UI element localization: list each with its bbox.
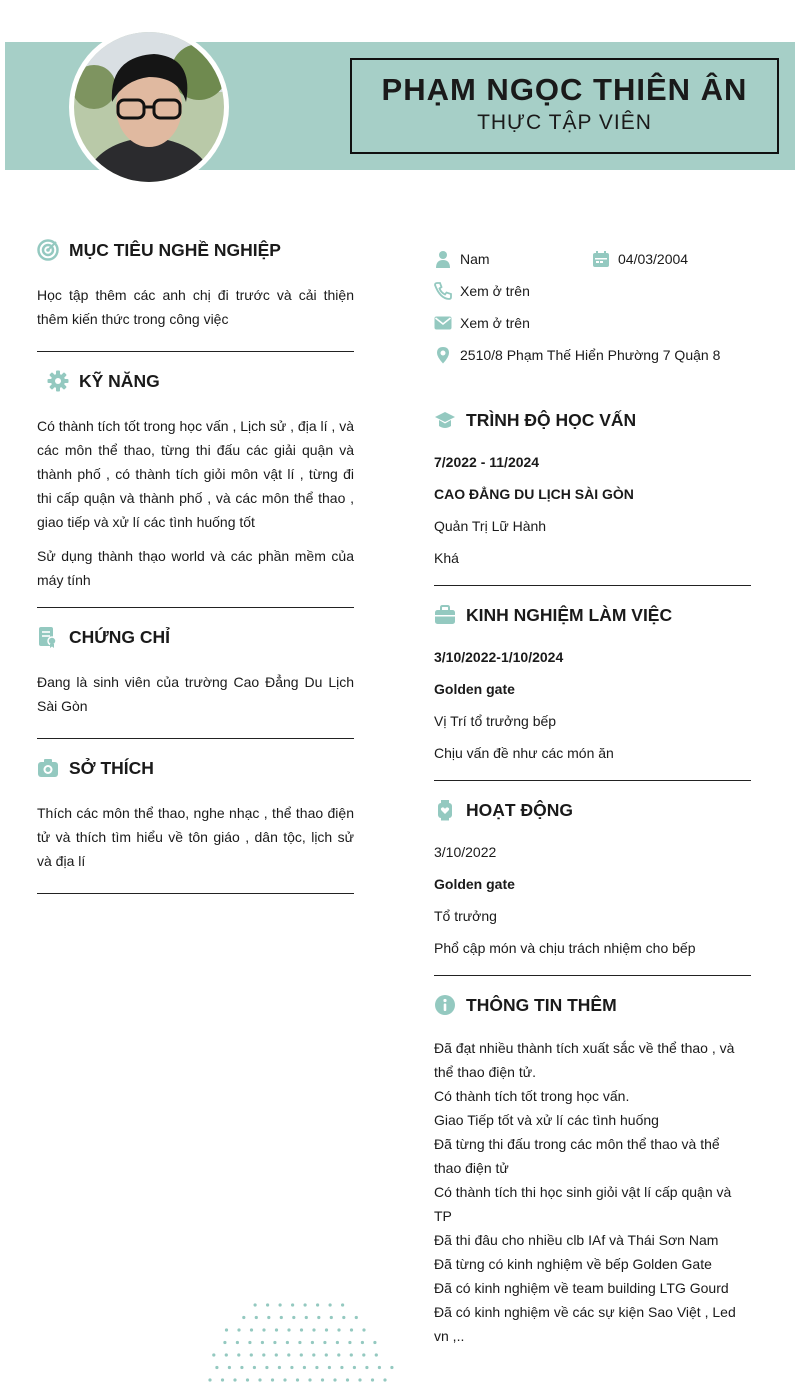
experience-title: KINH NGHIỆM LÀM VIỆC [466, 604, 673, 625]
phone-row [434, 282, 530, 300]
experience-desc: Chịu vấn đề như các món ăn [434, 745, 614, 761]
email-row [434, 314, 530, 332]
list-item: Giao Tiếp tốt và xử lí các tình huống [434, 1112, 659, 1128]
briefcase-icon [434, 604, 456, 626]
objective-title: MỤC TIÊU NGHỀ NGHIỆP [69, 239, 281, 260]
phone-icon [434, 282, 452, 300]
badge-icon [434, 799, 456, 821]
envelope-icon [434, 314, 452, 332]
objective-heading [37, 239, 281, 261]
avatar [69, 27, 229, 187]
divider [434, 975, 751, 976]
phone-value: Xem ở trên [460, 283, 530, 299]
list-item: Đã đạt nhiều thành tích xuất sắc về thể thao , và thể thao điện tử. [434, 1040, 735, 1080]
email-value: Xem ở trên [460, 315, 530, 331]
profile-photo [74, 32, 224, 182]
activity-role: Tổ trưởng [434, 908, 497, 924]
graduation-cap-icon [434, 409, 456, 431]
calendar-icon [592, 250, 610, 268]
extra-list [434, 1036, 744, 1348]
target-icon [37, 239, 59, 261]
divider [37, 893, 354, 894]
dob-row [592, 250, 688, 268]
school-name: CAO ĐẲNG DU LỊCH SÀI GÒN [434, 486, 634, 502]
major: Quản Trị Lữ Hành [434, 518, 547, 534]
divider [434, 780, 751, 781]
certificate-icon [37, 626, 59, 648]
position: Vị Trí tổ trưởng bếp [434, 713, 557, 729]
divider [37, 351, 354, 352]
skills-heading [47, 370, 160, 392]
activities-heading [434, 799, 573, 821]
divider [37, 738, 354, 739]
hobbies-title: SỞ THÍCH [69, 757, 154, 778]
list-item: Đã từng thi đấu trong các môn thể thao và thể thao điện tử [434, 1136, 720, 1176]
certificates-text: Đang là sinh viên của trường Cao Đẳng Du Lịch Sài Gòn [37, 674, 354, 714]
objective-text: Học tập thêm các anh chị đi trước và cải thiện thêm kiến thức trong công việc [37, 287, 354, 327]
address-value: 2510/8 Phạm Thế Hiển Phường 7 Quận 8 [460, 347, 721, 363]
camera-icon [37, 757, 59, 779]
education-title: TRÌNH ĐỘ HỌC VẤN [466, 409, 637, 430]
dob-value: 04/03/2004 [618, 251, 689, 267]
list-item: Có thành tích thi học sinh giỏi vật lí cấp quận và TP [434, 1184, 732, 1224]
info-icon [434, 994, 456, 1016]
divider [434, 585, 751, 586]
grade: Khá [434, 550, 459, 566]
job-title: THỰC TẬP VIÊN [477, 111, 652, 134]
list-item: Đã từng có kinh nghiệm về bếp Golden Gate [434, 1256, 712, 1272]
activity-date: 3/10/2022 [434, 844, 497, 860]
gender-row [434, 250, 490, 268]
gear-icon [47, 370, 69, 392]
skills-text-1: Có thành tích tốt trong học vấn , Lịch sử , địa lí , và các môn thể thao, từng thi đấu các giải quận và thành phố , có thành tích giỏi môn vật lí , từng đi thi cấp quận và thành phố , và các môn thể thao , giao tiếp và xử lí các tình huống tốt [37, 418, 354, 530]
experience-heading [434, 604, 672, 626]
list-item: Đã có kinh nghiệm về các sự kiện Sao Việt , Led vn ,.. [434, 1304, 736, 1344]
name-box [350, 58, 779, 154]
hobbies-heading [37, 757, 154, 779]
activities-title: HOẠT ĐỘNG [466, 799, 573, 820]
education-heading [434, 409, 636, 431]
experience-period: 3/10/2022-1/10/2024 [434, 649, 564, 665]
divider [37, 607, 354, 608]
certificates-title: CHỨNG CHỈ [69, 626, 171, 647]
skills-text-2: Sử dụng thành thạo world và các phần mềm của máy tính [37, 548, 354, 588]
gender-value: Nam [460, 251, 490, 267]
education-period: 7/2022 - 11/2024 [434, 454, 540, 470]
company-name: Golden gate [434, 681, 515, 697]
list-item: Đã thi đâu cho nhiều clb IAf và Thái Sơn Nam [434, 1232, 719, 1248]
hobbies-text: Thích các môn thể thao, nghe nhạc , thể thao điện tử và thích tìm hiểu về tôn giáo , dân tộc, lịch sử và địa lí [37, 805, 354, 869]
person-icon [434, 250, 452, 268]
full-name: PHẠM NGỌC THIÊN ÂN [381, 72, 748, 107]
list-item: Đã có kinh nghiệm về team building LTG Gourd [434, 1280, 729, 1296]
address-row [434, 346, 720, 364]
activity-org: Golden gate [434, 876, 515, 892]
decorative-dots [205, 1300, 395, 1386]
list-item: Có thành tích tốt trong học vấn. [434, 1088, 630, 1104]
location-pin-icon [434, 346, 452, 364]
certificates-heading [37, 626, 170, 648]
skills-title: KỸ NĂNG [79, 370, 160, 391]
extra-heading [434, 994, 617, 1016]
extra-title: THÔNG TIN THÊM [466, 994, 617, 1015]
activity-desc: Phổ cập món và chịu trách nhiệm cho bếp [434, 940, 696, 956]
